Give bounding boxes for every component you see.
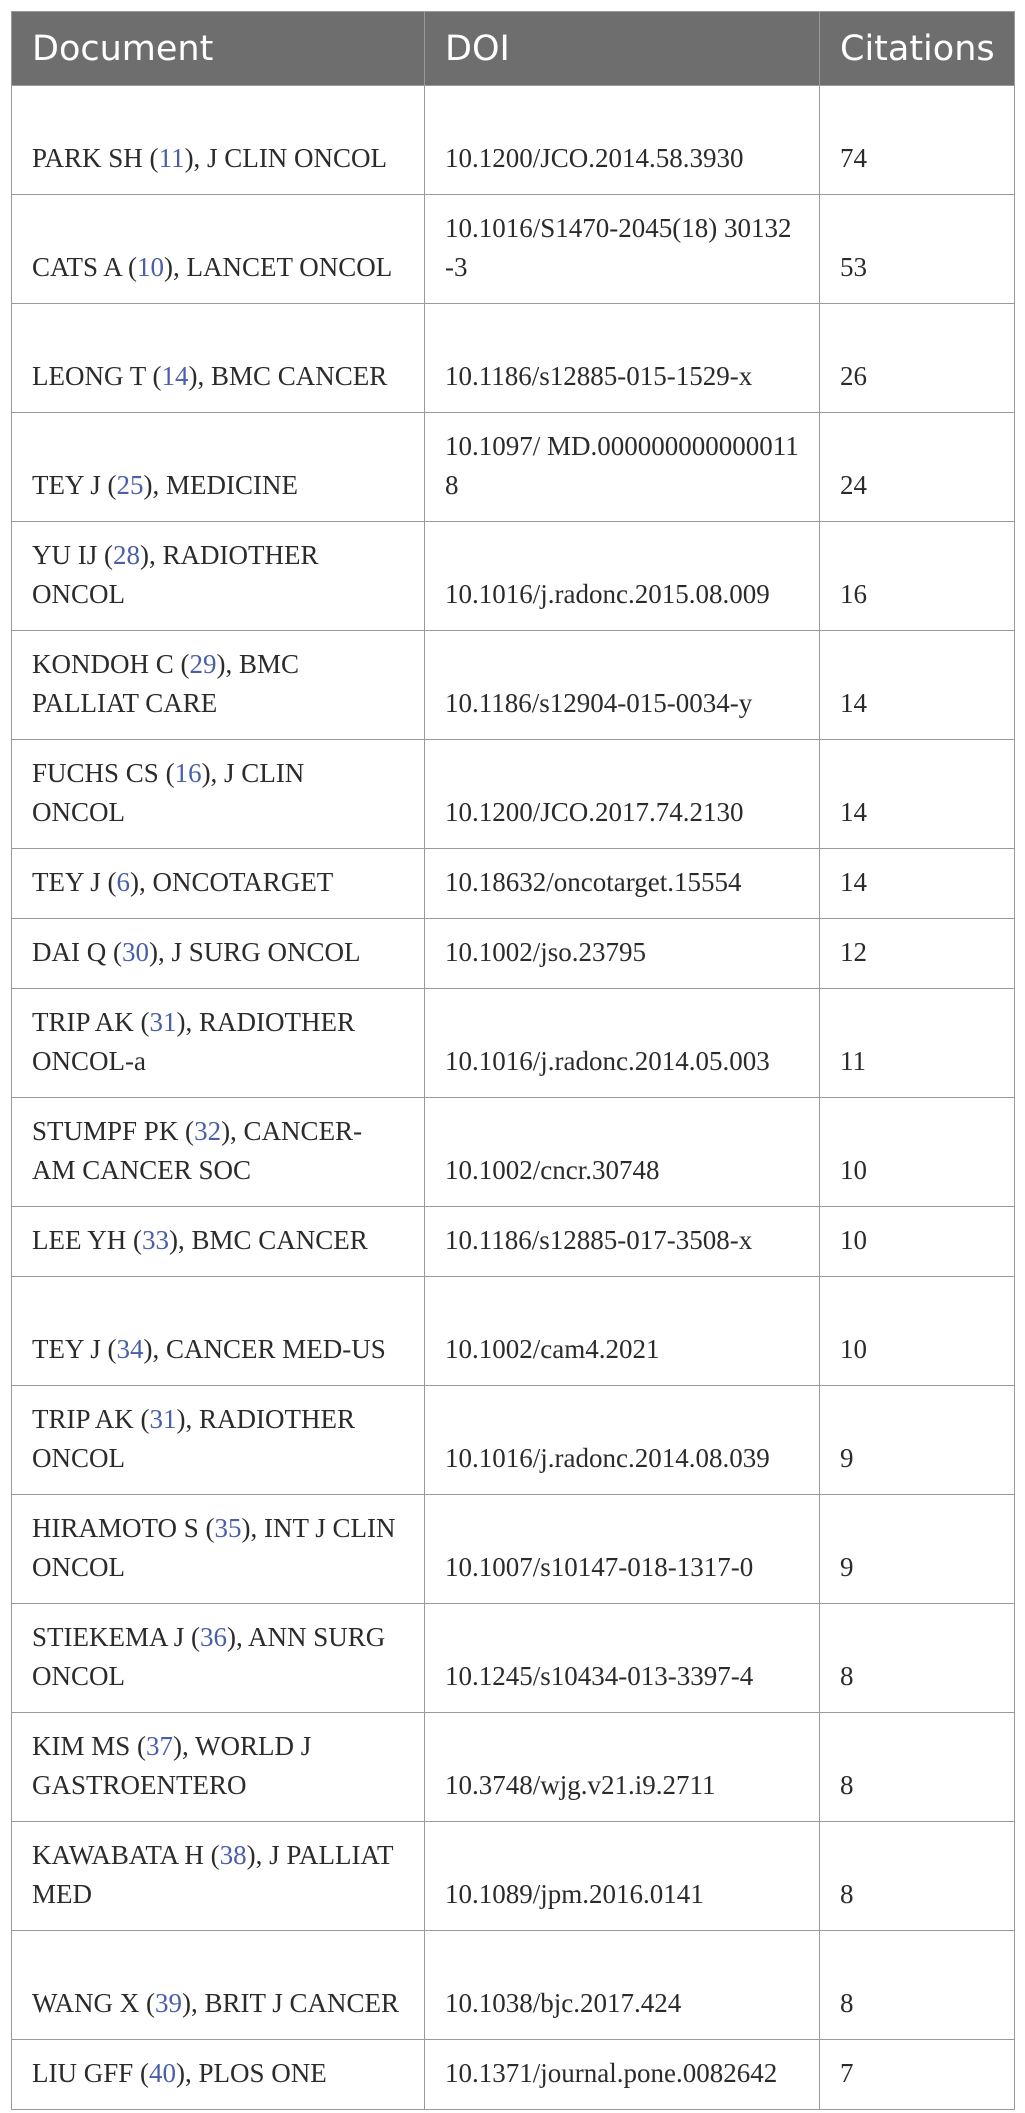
document-author: TEY J ( <box>32 470 117 500</box>
document-journal: ), RADIOTHER ONCOL <box>32 540 319 609</box>
document-author: TRIP AK ( <box>32 1404 150 1434</box>
document-cell <box>12 919 425 989</box>
doi-text: 10.1016/j.radonc.2014.05.003 <box>445 1046 770 1076</box>
document-author: TEY J ( <box>32 1334 117 1364</box>
document-author: KIM MS ( <box>32 1731 147 1761</box>
citations-cell: 8 <box>820 1822 1015 1931</box>
doi-cell <box>425 522 820 631</box>
doi-cell <box>425 631 820 740</box>
citations-cell: 16 <box>820 522 1015 631</box>
document-author: DAI Q ( <box>32 937 122 967</box>
document-author: TEY J ( <box>32 867 117 897</box>
doi-cell <box>425 1207 820 1277</box>
reference-link[interactable]: 10 <box>137 252 165 282</box>
document-journal: ), J SURG ONCOL <box>148 937 361 967</box>
table-row <box>12 522 1015 631</box>
citations-cell: 26 <box>820 304 1015 413</box>
doi-text: 10.1002/cam4.2021 <box>445 1334 660 1364</box>
document-author: STUMPF PK ( <box>32 1116 195 1146</box>
reference-link[interactable]: 25 <box>116 470 144 500</box>
doi-cell <box>425 989 820 1098</box>
doi-cell <box>425 304 820 413</box>
header-doi: DOI <box>425 12 820 86</box>
reference-link[interactable]: 34 <box>116 1334 144 1364</box>
doi-text: 10.1016/j.radonc.2014.08.039 <box>445 1443 770 1473</box>
document-cell <box>12 849 425 919</box>
document-journal: ), BMC PALLIAT CARE <box>32 649 300 718</box>
doi-cell <box>425 2040 820 2110</box>
document-cell <box>12 1386 425 1495</box>
doi-text: 10.1371/journal.pone.0082642 <box>445 2058 778 2088</box>
reference-link[interactable]: 38 <box>219 1840 247 1870</box>
document-author: LEONG T ( <box>32 361 162 391</box>
document-author: WANG X ( <box>32 1988 155 2018</box>
table-row <box>12 989 1015 1098</box>
document-journal: ), INT J CLIN ONCOL <box>32 1513 396 1582</box>
document-author: FUCHS CS ( <box>32 758 175 788</box>
document-cell <box>12 1604 425 1713</box>
document-cell <box>12 1495 425 1604</box>
doi-cell <box>425 86 820 195</box>
reference-link[interactable]: 16 <box>174 758 202 788</box>
citations-cell: 9 <box>820 1386 1015 1495</box>
table-row <box>12 849 1015 919</box>
table-row <box>12 413 1015 522</box>
document-journal: ), WORLD J GASTROENTERO <box>32 1731 312 1800</box>
citations-cell: 8 <box>820 1604 1015 1713</box>
doi-text: 10.1038/bjc.2017.424 <box>445 1988 682 2018</box>
reference-link[interactable]: 30 <box>121 937 149 967</box>
document-author: LIU GFF ( <box>32 2058 150 2088</box>
table-row <box>12 1098 1015 1207</box>
document-journal: ), J PALLIAT MED <box>32 1840 393 1909</box>
reference-link[interactable]: 31 <box>149 1007 177 1037</box>
doi-text: 10.1002/cncr.30748 <box>445 1155 660 1185</box>
document-journal: ), BMC CANCER <box>188 361 388 391</box>
citations-cell: 9 <box>820 1495 1015 1604</box>
document-cell <box>12 631 425 740</box>
document-cell <box>12 522 425 631</box>
document-journal: ), RADIOTHER ONCOL <box>32 1404 355 1473</box>
doi-text: 10.1186/s12885-017-3508-x <box>445 1225 753 1255</box>
document-journal: ), RADIOTHER ONCOL-a <box>32 1007 355 1076</box>
doi-text: 10.3748/wjg.v21.i9.2711 <box>445 1770 716 1800</box>
document-author: CATS A ( <box>32 252 138 282</box>
doi-text: 10.1186/s12904-015-0034-y <box>445 688 753 718</box>
reference-link[interactable]: 31 <box>149 1404 177 1434</box>
citations-cell: 12 <box>820 919 1015 989</box>
doi-text: 10.1089/jpm.2016.0141 <box>445 1879 704 1909</box>
reference-link[interactable]: 37 <box>146 1731 174 1761</box>
document-cell <box>12 1098 425 1207</box>
doi-cell <box>425 195 820 304</box>
document-cell <box>12 413 425 522</box>
citations-cell: 11 <box>820 989 1015 1098</box>
citations-cell: 24 <box>820 413 1015 522</box>
table-row <box>12 631 1015 740</box>
document-journal: ), BMC CANCER <box>168 1225 368 1255</box>
header-row <box>12 12 1015 86</box>
document-author: HIRAMOTO S ( <box>32 1513 215 1543</box>
table-row <box>12 1386 1015 1495</box>
doi-text: 10.1200/JCO.2017.74.2130 <box>445 797 744 827</box>
doi-cell <box>425 1495 820 1604</box>
document-journal: ), CANCER MED-US <box>143 1334 386 1364</box>
reference-link[interactable]: 39 <box>154 1988 182 2018</box>
citations-cell: 10 <box>820 1098 1015 1207</box>
document-author: PARK SH ( <box>32 143 159 173</box>
document-journal: ), CANCER-AM CANCER SOC <box>32 1116 363 1185</box>
table-row <box>12 86 1015 195</box>
reference-link[interactable]: 14 <box>161 361 189 391</box>
doi-cell <box>425 413 820 522</box>
reference-link[interactable]: 33 <box>141 1225 169 1255</box>
document-author: KONDOH C ( <box>32 649 190 679</box>
document-journal: ), PLOS ONE <box>176 2058 327 2088</box>
document-journal: ), J CLIN ONCOL <box>184 143 388 173</box>
table-row <box>12 1495 1015 1604</box>
doi-cell <box>425 1713 820 1822</box>
citations-cell: 14 <box>820 740 1015 849</box>
document-author: KAWABATA H ( <box>32 1840 220 1870</box>
citations-table <box>11 11 1015 2110</box>
doi-text: 10.1016/j.radonc.2015.08.009 <box>445 579 770 609</box>
table-row <box>12 1931 1015 2040</box>
citations-cell: 8 <box>820 1713 1015 1822</box>
table-row <box>12 919 1015 989</box>
doi-text: 10.1245/s10434-013-3397-4 <box>445 1661 754 1691</box>
doi-cell <box>425 1822 820 1931</box>
citations-cell: 10 <box>820 1207 1015 1277</box>
doi-text: 10.1186/s12885-015-1529-x <box>445 361 753 391</box>
document-cell <box>12 2040 425 2110</box>
citations-table-container <box>11 11 1014 2110</box>
table-header <box>12 12 1015 86</box>
document-cell <box>12 1277 425 1386</box>
document-cell <box>12 195 425 304</box>
reference-link[interactable]: 32 <box>194 1116 222 1146</box>
citations-cell: 8 <box>820 1931 1015 2040</box>
table-row <box>12 2040 1015 2110</box>
table-row <box>12 1604 1015 1713</box>
document-journal: ), BRIT J CANCER <box>181 1988 400 2018</box>
document-cell <box>12 86 425 195</box>
reference-link[interactable]: 29 <box>189 649 217 679</box>
doi-cell <box>425 919 820 989</box>
header-document: Document <box>12 12 425 86</box>
reference-link[interactable]: 28 <box>113 540 140 570</box>
document-journal: ), LANCET ONCOL <box>164 252 393 282</box>
citations-cell: 7 <box>820 2040 1015 2110</box>
document-author: YU IJ ( <box>32 540 113 570</box>
citations-cell: 14 <box>820 631 1015 740</box>
header-citations: Citations <box>820 12 1015 86</box>
doi-text: 10.1097/ MD.0000000000000118 <box>445 431 799 500</box>
table-row <box>12 740 1015 849</box>
document-journal: ), MEDICINE <box>143 470 298 500</box>
doi-text: 10.1200/JCO.2014.58.3930 <box>445 143 744 173</box>
doi-cell <box>425 1604 820 1713</box>
document-cell <box>12 740 425 849</box>
table-row <box>12 1277 1015 1386</box>
document-author: LEE YH ( <box>32 1225 142 1255</box>
doi-cell <box>425 1098 820 1207</box>
reference-link[interactable]: 40 <box>149 2058 177 2088</box>
table-row <box>12 1207 1015 1277</box>
citations-cell: 10 <box>820 1277 1015 1386</box>
document-cell <box>12 1207 425 1277</box>
document-journal: ), ANN SURG ONCOL <box>32 1622 386 1691</box>
table-row <box>12 1713 1015 1822</box>
citations-cell: 14 <box>820 849 1015 919</box>
document-cell <box>12 1713 425 1822</box>
document-author: STIEKEMA J ( <box>32 1622 200 1652</box>
doi-text: 10.1016/S1470-2045(18) 30132-3 <box>445 213 792 282</box>
doi-cell <box>425 1277 820 1386</box>
document-cell <box>12 1822 425 1931</box>
document-journal: ), ONCOTARGET <box>129 867 334 897</box>
citations-cell: 74 <box>820 86 1015 195</box>
document-journal: ), J CLIN ONCOL <box>32 758 305 827</box>
reference-link[interactable]: 6 <box>116 867 130 897</box>
table-row <box>12 304 1015 413</box>
doi-cell <box>425 849 820 919</box>
table-row <box>12 1822 1015 1931</box>
document-cell <box>12 989 425 1098</box>
reference-link[interactable]: 35 <box>214 1513 242 1543</box>
doi-cell <box>425 740 820 849</box>
reference-link[interactable]: 11 <box>158 143 185 173</box>
document-cell <box>12 304 425 413</box>
document-cell <box>12 1931 425 2040</box>
doi-text: 10.18632/oncotarget.15554 <box>445 867 742 897</box>
citations-cell: 53 <box>820 195 1015 304</box>
doi-cell <box>425 1386 820 1495</box>
reference-link[interactable]: 36 <box>200 1622 227 1652</box>
doi-cell <box>425 1931 820 2040</box>
doi-text: 10.1002/jso.23795 <box>445 937 647 967</box>
table-row <box>12 195 1015 304</box>
table-body <box>12 86 1015 2110</box>
document-author: TRIP AK ( <box>32 1007 150 1037</box>
doi-text: 10.1007/s10147-018-1317-0 <box>445 1552 754 1582</box>
